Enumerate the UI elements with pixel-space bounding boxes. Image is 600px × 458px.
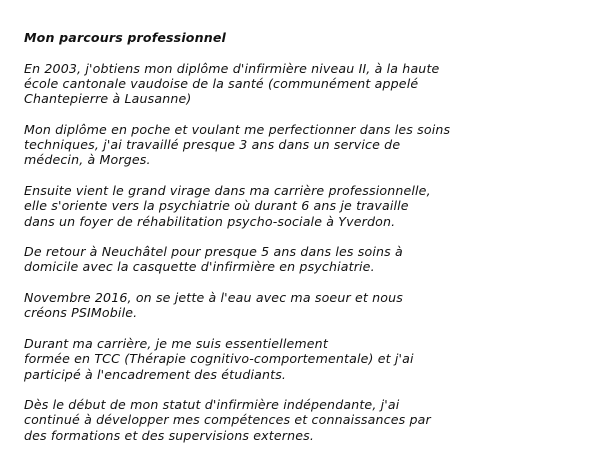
paragraph-line: En 2003, j'obtiens mon diplôme d'infirmière niveau II, à la haute [24, 60, 440, 76]
paragraph-morges [24, 122, 590, 168]
paragraph-line: Chantepierre à Lausanne) [24, 91, 192, 107]
paragraph-psimobile [24, 290, 590, 321]
paragraph-line: elle s'oriente vers la psychiatrie où durant 6 ans je travaille [24, 198, 409, 214]
paragraph-training [24, 336, 590, 382]
paragraph-line: créons PSIMobile. [24, 305, 138, 321]
paragraph-line: dans un foyer de réhabilitation psycho-sociale à Yverdon. [24, 213, 396, 229]
paragraph-line: Novembre 2016, on se jette à l'eau avec ma soeur et nous [24, 290, 403, 306]
paragraph-diploma [24, 61, 590, 107]
paragraph-line: domicile avec la casquette d'infirmière en psychiatrie. [24, 259, 375, 275]
paragraph-neuchatel [24, 244, 590, 275]
paragraph-line: formée en TCC (Thérapie cognitivo-comportementale) et j'ai [24, 351, 414, 367]
paragraph-line: Mon diplôme en poche et voulant me perfectionner dans les soins [24, 121, 451, 137]
paragraph-line: techniques, j'ai travaillé presque 3 ans dans un service de [24, 137, 401, 153]
paragraph-line: Ensuite vient le grand virage dans ma carrière professionnelle, [24, 182, 431, 198]
paragraph-psychiatry [24, 183, 590, 229]
paragraph-line: école cantonale vaudoise de la santé (communément appelé [24, 75, 419, 91]
paragraph-line: De retour à Neuchâtel pour presque 5 ans dans les soins à [24, 244, 403, 260]
document-body [24, 30, 590, 458]
paragraph-line: participé à l'encadrement des étudiants. [24, 366, 287, 382]
paragraph-independent [24, 397, 590, 443]
paragraph-line: Dès le début de mon statut d'infirmière indépendante, j'ai [24, 397, 400, 413]
paragraph-line: médecin, à Morges. [24, 152, 151, 168]
paragraph-line: des formations et des supervisions externes. [24, 427, 314, 443]
page-title: Mon parcours professionnel [24, 30, 226, 45]
paragraph-line: continué à développer mes compétences et connaissances par [24, 412, 431, 428]
paragraph-line: Durant ma carrière, je me suis essentiellement [24, 335, 328, 351]
